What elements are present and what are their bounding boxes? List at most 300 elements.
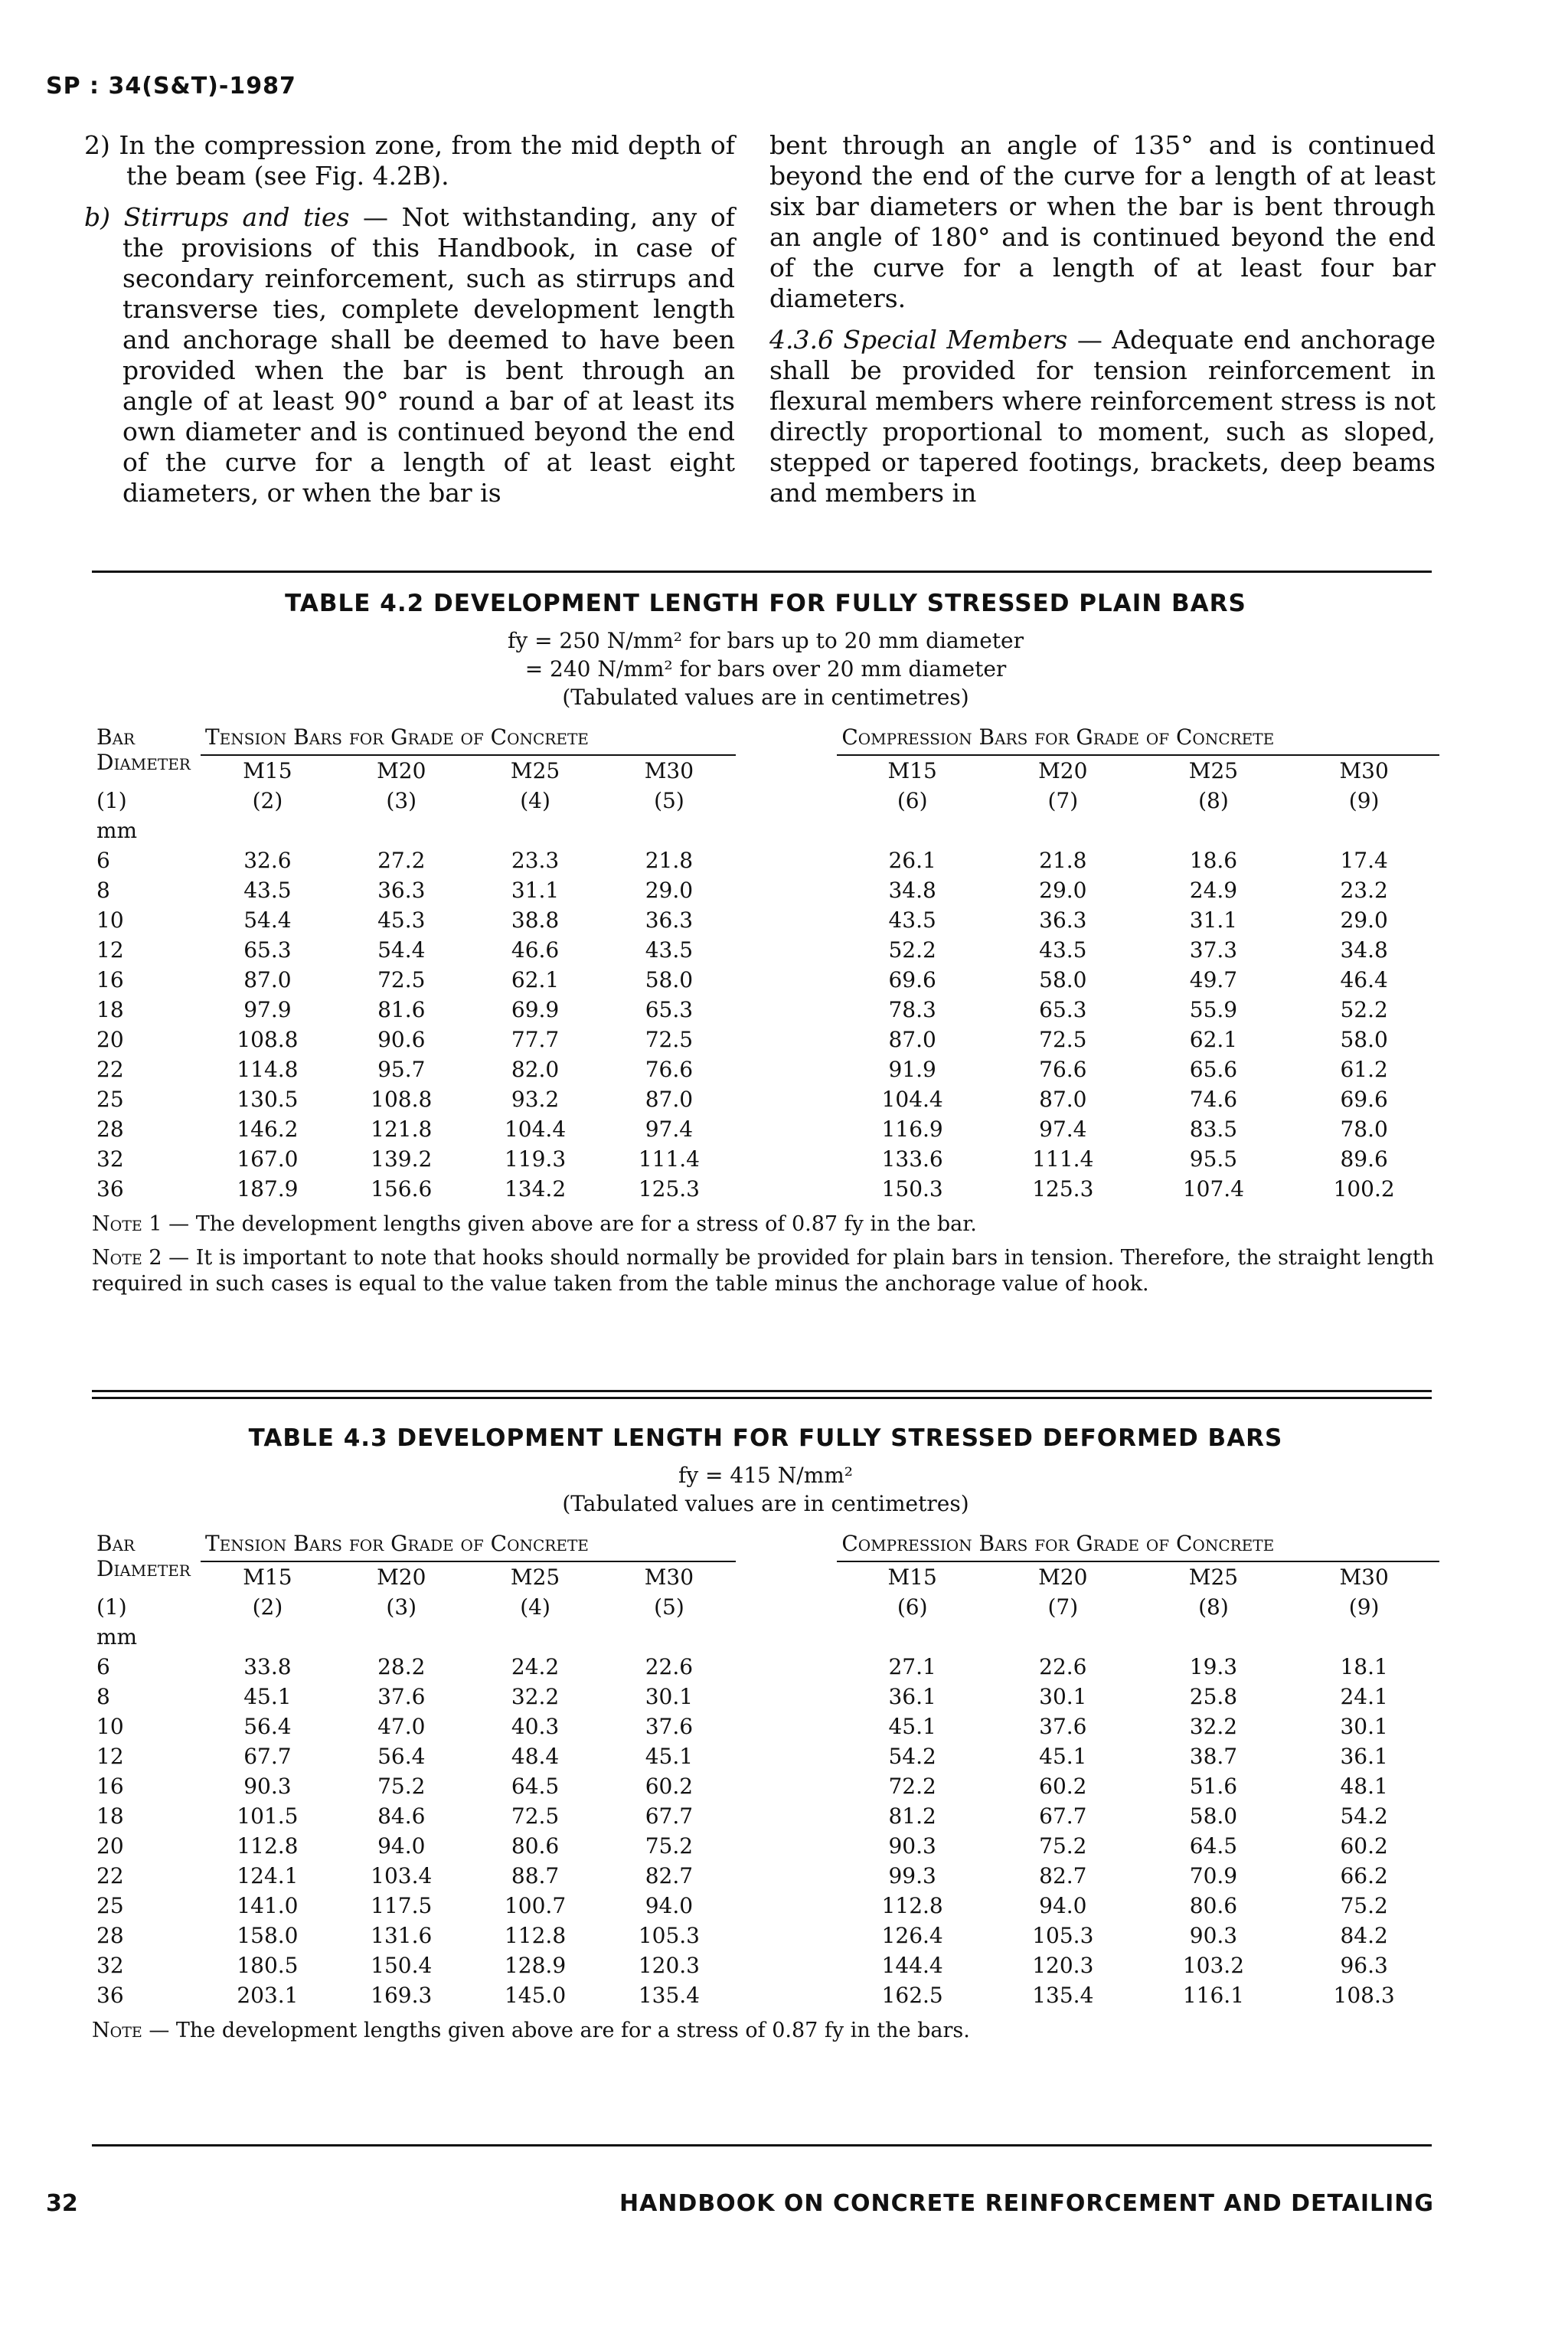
length-cell: 94.0: [1039, 1893, 1087, 1918]
length-cell: 48.4: [511, 1744, 560, 1769]
length-cell: 77.7: [511, 1027, 560, 1052]
length-cell: 61.2: [1340, 1057, 1388, 1082]
length-cell: 17.4: [1340, 848, 1388, 873]
note-text: — The development lengths given above are for a stress of 0.87 fy in the bars.: [149, 2019, 970, 2042]
length-cell: 87.0: [243, 967, 292, 992]
column-number: (3): [386, 788, 417, 813]
length-cell: 167.0: [237, 1146, 299, 1172]
bar-diameter-cell: 20: [96, 1027, 124, 1052]
length-cell: 43.5: [645, 937, 694, 963]
divider-top: [92, 571, 1432, 573]
length-cell: 69.6: [888, 967, 936, 992]
length-cell: 78.3: [888, 997, 936, 1022]
bar-diameter-cell: 25: [96, 1087, 124, 1112]
length-cell: 56.4: [377, 1744, 426, 1769]
length-cell: 84.2: [1340, 1923, 1388, 1948]
length-cell: 64.5: [1189, 1833, 1238, 1859]
grade-header: M30: [644, 1565, 694, 1590]
table-row: [92, 1921, 1439, 1950]
clause-4-3-6: [769, 325, 1436, 508]
length-cell: 62.1: [1189, 1027, 1238, 1052]
length-cell: 112.8: [237, 1833, 299, 1859]
tension-header: Tension Bars for Grade of Concrete: [201, 1529, 736, 1561]
length-cell: 104.4: [504, 1117, 567, 1142]
length-cell: 37.6: [645, 1714, 694, 1739]
length-cell: 60.2: [1340, 1833, 1388, 1859]
length-cell: 108.8: [371, 1087, 433, 1112]
grade-header: M15: [243, 1565, 292, 1590]
length-cell: 112.8: [881, 1893, 943, 1918]
length-cell: 31.1: [1189, 907, 1238, 933]
length-cell: 49.7: [1189, 967, 1238, 992]
table-4-2-note-1: [92, 1211, 1439, 1238]
clause-item-b: [84, 202, 735, 508]
length-cell: 125.3: [1032, 1176, 1094, 1202]
column-number: (8): [1198, 1594, 1229, 1620]
table-4-2-note-2: [92, 1245, 1439, 1297]
length-cell: 69.9: [511, 997, 560, 1022]
length-cell: 33.8: [243, 1654, 292, 1679]
length-cell: 100.2: [1333, 1176, 1395, 1202]
length-cell: 203.1: [237, 1983, 299, 2008]
length-cell: 54.4: [377, 937, 426, 963]
length-cell: 120.3: [1032, 1953, 1094, 1978]
length-cell: 180.5: [237, 1953, 299, 1978]
bar-diameter-cell: 22: [96, 1057, 124, 1082]
table-row: [92, 875, 1439, 905]
length-cell: 108.8: [237, 1027, 299, 1052]
column-number: (9): [1348, 788, 1380, 813]
length-cell: 52.2: [1340, 997, 1388, 1022]
table-row: [92, 1174, 1439, 1204]
length-cell: 27.1: [888, 1654, 936, 1679]
table-row: [92, 1950, 1439, 1980]
length-cell: 156.6: [371, 1176, 433, 1202]
length-cell: 51.6: [1189, 1774, 1238, 1799]
bar-diameter-cell: 20: [96, 1833, 124, 1859]
table-row: [92, 1652, 1439, 1682]
length-cell: 31.1: [511, 878, 560, 903]
grade-header: M30: [1339, 758, 1389, 783]
length-cell: 43.5: [243, 878, 292, 903]
length-cell: 72.5: [1039, 1027, 1087, 1052]
left-column: [84, 130, 735, 519]
table-row: [92, 1025, 1439, 1054]
bar-diameter-cell: 8: [96, 878, 110, 903]
length-cell: 58.0: [1340, 1027, 1388, 1052]
length-cell: 66.2: [1340, 1863, 1388, 1888]
column-number: (5): [654, 788, 684, 813]
grade-header: M15: [243, 758, 292, 783]
length-cell: 36.3: [377, 878, 426, 903]
length-cell: 128.9: [504, 1953, 567, 1978]
bar-diameter-cell: 28: [96, 1117, 124, 1142]
length-cell: 45.1: [888, 1714, 936, 1739]
bar-diameter-cell: 18: [96, 997, 124, 1022]
column-number: (4): [520, 788, 550, 813]
length-cell: 139.2: [371, 1146, 433, 1172]
table-row: [92, 1891, 1439, 1921]
bar-diameter-header: Bar Diameter: [96, 724, 191, 775]
length-cell: 169.3: [371, 1983, 433, 2008]
length-cell: 116.9: [881, 1117, 943, 1142]
table-row: [92, 935, 1439, 965]
length-cell: 24.1: [1340, 1684, 1388, 1709]
length-cell: 78.0: [1340, 1117, 1388, 1142]
length-cell: 91.9: [888, 1057, 936, 1082]
column-number: (5): [654, 1594, 684, 1620]
length-cell: 26.1: [888, 848, 936, 873]
length-cell: 37.3: [1189, 937, 1238, 963]
length-cell: 111.4: [638, 1146, 700, 1172]
table-4-2: [92, 590, 1439, 1297]
note-text: — The development lengths given above are for a stress of 0.87 fy in the bar.: [168, 1212, 977, 1236]
column-number: (3): [386, 1594, 417, 1620]
bar-diameter-cell: 28: [96, 1923, 124, 1948]
length-cell: 87.0: [645, 1087, 694, 1112]
length-cell: 97.4: [1039, 1117, 1087, 1142]
bar-diameter-cell: 36: [96, 1983, 124, 2008]
length-cell: 112.8: [504, 1923, 567, 1948]
bar-diameter-cell: 10: [96, 907, 124, 933]
length-cell: 90.3: [888, 1833, 936, 1859]
length-cell: 87.0: [888, 1027, 936, 1052]
length-cell: 145.0: [504, 1983, 567, 2008]
bar-diameter-cell: 32: [96, 1953, 124, 1978]
length-cell: 135.4: [638, 1983, 700, 2008]
length-cell: 24.2: [511, 1654, 560, 1679]
table-4-2-subtitle-1: fy = 250 N/mm² for bars up to 20 mm diameter: [507, 628, 1024, 653]
table-4-2-subtitle-3: (Tabulated values are in centimetres): [562, 685, 969, 710]
note-text: — It is important to note that hooks should normally be provided for plain bars in tension. Therefore, the straight length required in such cases is equal to the value taken from the table minus the anchorage value of hook.: [92, 1246, 1435, 1296]
length-cell: 27.2: [377, 848, 426, 873]
bar-diameter-cell: 22: [96, 1863, 124, 1888]
length-cell: 69.6: [1340, 1087, 1388, 1112]
length-cell: 107.4: [1182, 1176, 1245, 1202]
length-cell: 90.3: [1189, 1923, 1238, 1948]
column-number: (1): [96, 1594, 127, 1620]
length-cell: 45.3: [377, 907, 426, 933]
grade-header: M25: [510, 758, 560, 783]
note-label: Note 2: [92, 1246, 162, 1270]
length-cell: 158.0: [237, 1923, 299, 1948]
length-cell: 76.6: [1039, 1057, 1087, 1082]
continuation-text: bent through an angle of 135° and is continued beyond the end of the curve for a length of at least six bar diameters or when the bar is bent through an angle of 180° and is continued beyond the end of the curve for a length of at least four bar diameters.: [769, 130, 1436, 313]
length-cell: 125.3: [638, 1176, 700, 1202]
length-cell: 47.0: [377, 1714, 426, 1739]
table-row: [92, 1771, 1439, 1801]
table-row: [92, 1801, 1439, 1831]
length-cell: 54.4: [243, 907, 292, 933]
bar-diameter-cell: 10: [96, 1714, 124, 1739]
length-cell: 150.3: [881, 1176, 943, 1202]
table-4-3-grid: [92, 1529, 1439, 2010]
length-cell: 60.2: [1039, 1774, 1087, 1799]
bar-diameter-cell: 36: [96, 1176, 124, 1202]
grade-header: M25: [510, 1565, 560, 1590]
length-cell: 23.2: [1340, 878, 1388, 903]
length-cell: 117.5: [371, 1893, 433, 1918]
right-column: [769, 130, 1436, 519]
document-code: SP : 34(S&T)-1987: [46, 73, 296, 100]
length-cell: 58.0: [1039, 967, 1087, 992]
length-cell: 58.0: [1189, 1803, 1238, 1829]
grade-header: M25: [1188, 1565, 1239, 1590]
length-cell: 126.4: [881, 1923, 943, 1948]
length-cell: 28.2: [377, 1654, 426, 1679]
length-cell: 36.1: [888, 1684, 936, 1709]
length-cell: 45.1: [645, 1744, 694, 1769]
length-cell: 97.4: [645, 1117, 694, 1142]
length-cell: 64.5: [511, 1774, 560, 1799]
length-cell: 36.3: [1039, 907, 1087, 933]
length-cell: 22.6: [645, 1654, 694, 1679]
length-cell: 134.2: [504, 1176, 567, 1202]
length-cell: 56.4: [243, 1714, 292, 1739]
length-cell: 80.6: [511, 1833, 560, 1859]
column-number: (9): [1348, 1594, 1380, 1620]
table-row: [92, 1741, 1439, 1771]
table-4-3: [92, 1424, 1439, 2044]
length-cell: 146.2: [237, 1117, 299, 1142]
length-cell: 75.2: [645, 1833, 694, 1859]
table-row: [92, 995, 1439, 1025]
length-cell: 87.0: [1039, 1087, 1087, 1112]
length-cell: 81.2: [888, 1803, 936, 1829]
unit-label: mm: [96, 818, 138, 843]
length-cell: 135.4: [1032, 1983, 1094, 2008]
length-cell: 103.4: [371, 1863, 433, 1888]
length-cell: 84.6: [377, 1803, 426, 1829]
length-cell: 21.8: [1039, 848, 1087, 873]
length-cell: 94.0: [377, 1833, 426, 1859]
length-cell: 32.2: [511, 1684, 560, 1709]
length-cell: 70.9: [1189, 1863, 1238, 1888]
length-cell: 111.4: [1032, 1146, 1094, 1172]
length-cell: 105.3: [638, 1923, 700, 1948]
table-row: [92, 1831, 1439, 1861]
grade-header: M20: [1038, 758, 1088, 783]
bar-diameter-cell: 12: [96, 937, 124, 963]
length-cell: 65.3: [1039, 997, 1087, 1022]
length-cell: 96.3: [1340, 1953, 1388, 1978]
length-cell: 34.8: [888, 878, 936, 903]
bar-diameter-cell: 32: [96, 1146, 124, 1172]
length-cell: 150.4: [371, 1953, 433, 1978]
length-cell: 32.2: [1189, 1714, 1238, 1739]
length-cell: 124.1: [237, 1863, 299, 1888]
column-number: (7): [1047, 1594, 1079, 1620]
length-cell: 82.7: [645, 1863, 694, 1888]
clause-item-b-label: b) Stirrups and ties: [84, 202, 350, 232]
bar-diameter-cell: 8: [96, 1684, 110, 1709]
length-cell: 90.3: [243, 1774, 292, 1799]
compression-header: Compression Bars for Grade of Concrete: [837, 1529, 1439, 1561]
clause-item-2: 2) In the compression zone, from the mid depth of the beam (see Fig. 4.2B).: [84, 130, 735, 191]
length-cell: 60.2: [645, 1774, 694, 1799]
footer-title: HANDBOOK ON CONCRETE REINFORCEMENT AND DETAILING: [619, 2190, 1434, 2217]
column-number: (2): [252, 788, 283, 813]
length-cell: 133.6: [881, 1146, 943, 1172]
length-cell: 121.8: [371, 1117, 433, 1142]
grade-header: M30: [1339, 1565, 1389, 1590]
length-cell: 72.5: [377, 967, 426, 992]
length-cell: 65.6: [1189, 1057, 1238, 1082]
length-cell: 54.2: [888, 1744, 936, 1769]
table-row: [92, 1712, 1439, 1741]
table-4-3-title: TABLE 4.3 DEVELOPMENT LENGTH FOR FULLY STRESSED DEFORMED BARS: [248, 1424, 1283, 1452]
length-cell: 131.6: [371, 1923, 433, 1948]
table-4-2-subtitle-2: = 240 N/mm² for bars over 20 mm diameter: [524, 656, 1007, 682]
table-row: [92, 845, 1439, 875]
length-cell: 40.3: [511, 1714, 560, 1739]
length-cell: 82.7: [1039, 1863, 1087, 1888]
length-cell: 48.1: [1340, 1774, 1388, 1799]
length-cell: 23.3: [511, 848, 560, 873]
table-4-3-subtitle-2: (Tabulated values are in centimetres): [562, 1491, 969, 1516]
length-cell: 29.0: [1039, 878, 1087, 903]
length-cell: 24.9: [1189, 878, 1238, 903]
bar-diameter-cell: 16: [96, 967, 124, 992]
bar-diameter-cell: 6: [96, 848, 110, 873]
grade-header: M20: [377, 1565, 426, 1590]
length-cell: 18.1: [1340, 1654, 1388, 1679]
grade-header: M15: [887, 758, 937, 783]
length-cell: 29.0: [645, 878, 694, 903]
bar-diameter-cell: 25: [96, 1893, 124, 1918]
length-cell: 93.2: [511, 1087, 560, 1112]
table-row: [92, 1980, 1439, 2010]
clause-item-b-text: — Not withstanding, any of the provisions of this Handbook, in case of secondary reinforcement, such as stirrups and transverse ties, complete development length and anchorage shall be deemed to have been provided when the bar is bent through an angle of at least 90° round a bar of at least its own diameter and is continued beyond the end of the curve for a length of at least eight diameters, or when the bar is: [122, 202, 735, 508]
grade-header: M30: [644, 758, 694, 783]
length-cell: 103.2: [1182, 1953, 1245, 1978]
length-cell: 119.3: [504, 1146, 567, 1172]
length-cell: 101.5: [237, 1803, 299, 1829]
table-row: [92, 905, 1439, 935]
table-4-2-title: TABLE 4.2 DEVELOPMENT LENGTH FOR FULLY STRESSED PLAIN BARS: [285, 590, 1246, 617]
grade-header: M20: [377, 758, 426, 783]
length-cell: 54.2: [1340, 1803, 1388, 1829]
length-cell: 141.0: [237, 1893, 299, 1918]
column-number: (2): [252, 1594, 283, 1620]
length-cell: 30.1: [1039, 1684, 1087, 1709]
length-cell: 120.3: [638, 1953, 700, 1978]
unit-label: mm: [96, 1624, 138, 1650]
length-cell: 80.6: [1189, 1893, 1238, 1918]
length-cell: 99.3: [888, 1863, 936, 1888]
length-cell: 108.3: [1333, 1983, 1395, 2008]
column-number: (6): [897, 1594, 928, 1620]
length-cell: 82.0: [511, 1057, 560, 1082]
table-row: [92, 965, 1439, 995]
clause-4-3-6-label: 4.3.6 Special Members: [769, 325, 1068, 355]
length-cell: 65.3: [645, 997, 694, 1022]
length-cell: 72.2: [888, 1774, 936, 1799]
length-cell: 75.2: [377, 1774, 426, 1799]
length-cell: 95.7: [377, 1057, 426, 1082]
column-number: (4): [520, 1594, 550, 1620]
length-cell: 36.1: [1340, 1744, 1388, 1769]
grade-header: M20: [1038, 1565, 1088, 1590]
length-cell: 37.6: [377, 1684, 426, 1709]
table-row: [92, 1084, 1439, 1114]
grade-header: M15: [887, 1565, 937, 1590]
grade-header: M25: [1188, 758, 1239, 783]
length-cell: 144.4: [881, 1953, 943, 1978]
length-cell: 97.9: [243, 997, 292, 1022]
length-cell: 37.6: [1039, 1714, 1087, 1739]
length-cell: 22.6: [1039, 1654, 1087, 1679]
length-cell: 94.0: [645, 1893, 694, 1918]
length-cell: 83.5: [1189, 1117, 1238, 1142]
length-cell: 45.1: [243, 1684, 292, 1709]
length-cell: 162.5: [881, 1983, 943, 2008]
length-cell: 46.4: [1340, 967, 1388, 992]
length-cell: 76.6: [645, 1057, 694, 1082]
length-cell: 105.3: [1032, 1923, 1094, 1948]
bar-diameter-cell: 18: [96, 1803, 124, 1829]
length-cell: 67.7: [243, 1744, 292, 1769]
table-4-2-grid: [92, 722, 1439, 1204]
length-cell: 55.9: [1189, 997, 1238, 1022]
length-cell: 19.3: [1189, 1654, 1238, 1679]
table-row: [92, 1682, 1439, 1712]
length-cell: 32.6: [243, 848, 292, 873]
length-cell: 38.8: [511, 907, 560, 933]
page-number: 32: [46, 2190, 78, 2217]
length-cell: 100.7: [504, 1893, 567, 1918]
length-cell: 67.7: [645, 1803, 694, 1829]
length-cell: 30.1: [645, 1684, 694, 1709]
length-cell: 38.7: [1189, 1744, 1238, 1769]
length-cell: 72.5: [511, 1803, 560, 1829]
note-label: Note: [92, 2019, 142, 2042]
length-cell: 95.5: [1189, 1146, 1238, 1172]
length-cell: 18.6: [1189, 848, 1238, 873]
clause-4-3-6-text: — Adequate end anchorage shall be provided for tension reinforcement in flexural members where reinforcement stress is not directly proportional to moment, such as sloped, stepped or tapered footings, brackets, deep beams and members in: [769, 325, 1436, 508]
length-cell: 104.4: [881, 1087, 943, 1112]
compression-header: Compression Bars for Grade of Concrete: [837, 722, 1439, 755]
divider-middle: [92, 1390, 1432, 1399]
length-cell: 34.8: [1340, 937, 1388, 963]
column-number: (1): [96, 788, 127, 813]
length-cell: 45.1: [1039, 1744, 1087, 1769]
tension-header: Tension Bars for Grade of Concrete: [201, 722, 736, 755]
table-row: [92, 1054, 1439, 1084]
length-cell: 36.3: [645, 907, 694, 933]
length-cell: 25.8: [1189, 1684, 1238, 1709]
length-cell: 75.2: [1039, 1833, 1087, 1859]
length-cell: 75.2: [1340, 1893, 1388, 1918]
length-cell: 81.6: [377, 997, 426, 1022]
table-4-3-subtitle-1: fy = 415 N/mm²: [678, 1463, 854, 1488]
column-number: (8): [1198, 788, 1229, 813]
divider-bottom: [92, 2144, 1432, 2147]
length-cell: 116.1: [1182, 1983, 1245, 2008]
length-cell: 30.1: [1340, 1714, 1388, 1739]
bar-diameter-cell: 12: [96, 1744, 124, 1769]
length-cell: 46.6: [511, 937, 560, 963]
table-4-3-note: [92, 2018, 1439, 2044]
length-cell: 72.5: [645, 1027, 694, 1052]
length-cell: 29.0: [1340, 907, 1388, 933]
length-cell: 187.9: [237, 1176, 299, 1202]
length-cell: 43.5: [888, 907, 936, 933]
length-cell: 89.6: [1340, 1146, 1388, 1172]
table-row: [92, 1144, 1439, 1174]
length-cell: 58.0: [645, 967, 694, 992]
column-number: (6): [897, 788, 928, 813]
